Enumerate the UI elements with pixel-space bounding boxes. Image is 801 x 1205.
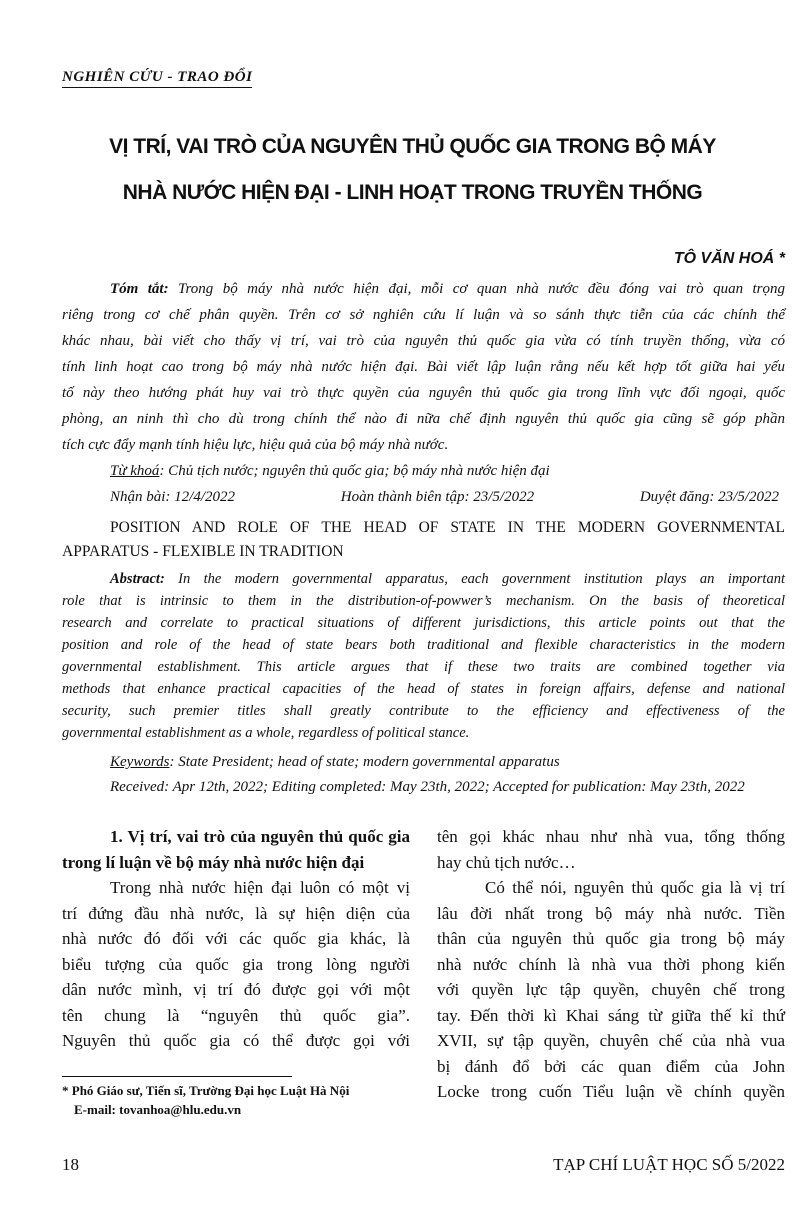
body-line: biểu tượng của quốc gia trong lòng người: [62, 954, 410, 974]
body-line: tên chung là “nguyên thủ quốc gia”.: [62, 1005, 410, 1025]
article-dates: [62, 484, 785, 510]
abstract-line: riêng trong cơ chế phân quyền. Trên cơ sở nghiên cứu lí luận và so sánh thực tiễn của các chính thể: [62, 307, 785, 323]
body-line: thân của nguyên thủ quốc gia trong bộ máy: [437, 929, 785, 948]
english-title-line: POSITION AND ROLE OF THE HEAD OF STATE IN THE MODERN GOVERNMENTAL: [110, 519, 785, 536]
page-footer: [62, 1155, 785, 1175]
body-columns: [62, 824, 785, 1119]
english-title: [62, 516, 785, 564]
abstract-line: phòng, an ninh thì cho dù trong chính thể nào đi nữa chế định nguyên thủ quốc gia cũng sẽ góp phần: [62, 411, 785, 427]
abstract-line: governmental establishment. This article argues that if these two traits are combined together via: [62, 659, 785, 675]
body-line: XVII, sự tập quyền, chuyên chế của nhà vua: [437, 1031, 785, 1050]
english-title-line: APPARATUS - FLEXIBLE IN TRADITION: [62, 543, 344, 560]
abstract-line: khác nhau, bài viết cho thấy vị trí, vai trò của nguyên thủ quốc gia vừa có tính truyền thống, vừa có: [62, 333, 785, 349]
body-line: Locke trong cuốn Tiểu luận về chính quyền: [437, 1082, 785, 1101]
english-dates: Received: Apr 12th, 2022; Editing completed: May 23th, 2022; Accepted for publication: May 23th, 2022: [110, 779, 745, 795]
article-title-line-1: VỊ TRÍ, VAI TRÒ CỦA NGUYÊN THỦ QUỐC GIA TRONG BỘ MÁY: [109, 135, 716, 158]
abstract-line: methods that enhance practical capacities of the head of states in foreign affairs, defense and national: [62, 681, 785, 697]
body-line: dân nước mình, vị trí đó được gọi với một: [62, 980, 410, 999]
body-line: Nguyên thủ quốc gia có thể được gọi với: [62, 1031, 410, 1050]
footnote-divider: [62, 1076, 292, 1077]
section-label: NGHIÊN CỨU - TRAO ĐỔI: [62, 69, 252, 88]
keywords-label: Từ khoá: [110, 463, 160, 479]
abstract-line: role that is intrinsic to them in the distribution-of-powwer’s mechanism. On the basis of theoretical: [62, 593, 785, 609]
received-date: Nhận bài: 12/4/2022: [110, 489, 236, 505]
body-column-right: [437, 824, 785, 1119]
accepted-date: Duyệt đăng: 23/5/2022: [639, 489, 779, 505]
english-keywords: Keywords: State President; head of state; modern governmental apparatus: [110, 754, 560, 770]
vietnamese-abstract: [62, 276, 785, 510]
body-line: Có thể nói, nguyên thủ quốc gia là vị trí: [485, 878, 785, 897]
article-title-line-2: NHÀ NƯỚC HIỆN ĐẠI - LINH HOẠT TRONG TRUYỀN THỐNG: [122, 181, 703, 204]
abstract-label: Abstract:: [110, 571, 165, 587]
edited-date: Hoàn thành biên tập: 23/5/2022: [340, 489, 535, 505]
vietnamese-keywords: Từ khoá: Chủ tịch nước; nguyên thủ quốc gia; bộ máy nhà nước hiện đại: [110, 463, 550, 479]
abstract-line: governmental establishment as a whole, regardless of political stance.: [62, 725, 470, 741]
body-line: lâu đời nhất trong bộ máy nhà nước. Tiền: [437, 903, 785, 923]
section-heading: 1. Vị trí, vai trò của nguyên thủ quốc gia: [110, 827, 410, 846]
abstract-line: tích cực đẩy mạnh tính hiệu lực, hiệu quả của bộ máy nhà nước.: [62, 437, 449, 453]
author-email[interactable]: E-mail: tovanhoa@hlu.edu.vn: [74, 1101, 242, 1117]
body-line: trí đứng đầu nhà nước, là sự hiện diện của: [62, 903, 410, 923]
article-title: [40, 124, 785, 216]
abstract-line: security, such premier titles shall greatly contribute to the efficiency and effectiveness of the: [62, 703, 785, 719]
body-column-left: [62, 824, 410, 1119]
abstract-line: Tóm tắt: Trong bộ máy nhà nước hiện đại, mỗi cơ quan nhà nước đều đóng vai trò quan trọng: [110, 281, 786, 297]
journal-name: TẠP CHÍ LUẬT HỌC SỐ 5/2022: [553, 1154, 785, 1174]
footnote: [62, 1081, 422, 1119]
abstract-line: position and role of the head of state bears both traditional and flexible characteristics in the modern: [62, 637, 785, 653]
abstract-line: Abstract: In the modern governmental apparatus, each government institution plays an important: [110, 571, 785, 587]
abstract-line: tố này theo hướng phát huy vai trò thực quyền của nguyên thủ quốc gia trong lĩnh vực đối ngoại, quốc: [62, 385, 785, 401]
body-line: tay. Đến thời kì Khai sáng từ giữa thế kỉ thứ: [437, 1005, 785, 1025]
author-affiliation: * Phó Giáo sư, Tiến sĩ, Trường Đại học Luật Hà Nội: [62, 1082, 350, 1098]
abstract-line: research and correlate to practical situations of different jurisdictions, this article points out that the: [62, 615, 785, 631]
body-line: tên gọi khác nhau như nhà vua, tổng thống: [437, 827, 785, 846]
keywords-label: Keywords: [110, 754, 170, 770]
body-line: với quyền lực tập quyền, chuyên chế trong: [437, 980, 785, 999]
abstract-label: Tóm tắt:: [110, 281, 169, 297]
body-line: bị đánh đổ bởi các quan điểm của John: [437, 1056, 785, 1076]
abstract-line: tính linh hoạt cao trong bộ máy nhà nước hiện đại. Bài viết lập luận rằng nếu kết hợp tốt giữa hai yếu: [62, 359, 785, 375]
body-line: Trong nhà nước hiện đại luôn có một vị: [110, 878, 410, 897]
section-heading: trong lí luận về bộ máy nhà nước hiện đại: [62, 852, 365, 872]
english-abstract: [62, 568, 785, 798]
page-number: 18: [62, 1154, 79, 1174]
author-name: TÔ VĂN HOÁ *: [673, 250, 785, 267]
body-line: nhà nước đó đối với các quốc gia khác, là: [62, 929, 410, 948]
body-line: nhà nước chính là nhà vua thời phong kiến: [437, 954, 785, 974]
body-line: hay chủ tịch nước…: [437, 852, 576, 872]
